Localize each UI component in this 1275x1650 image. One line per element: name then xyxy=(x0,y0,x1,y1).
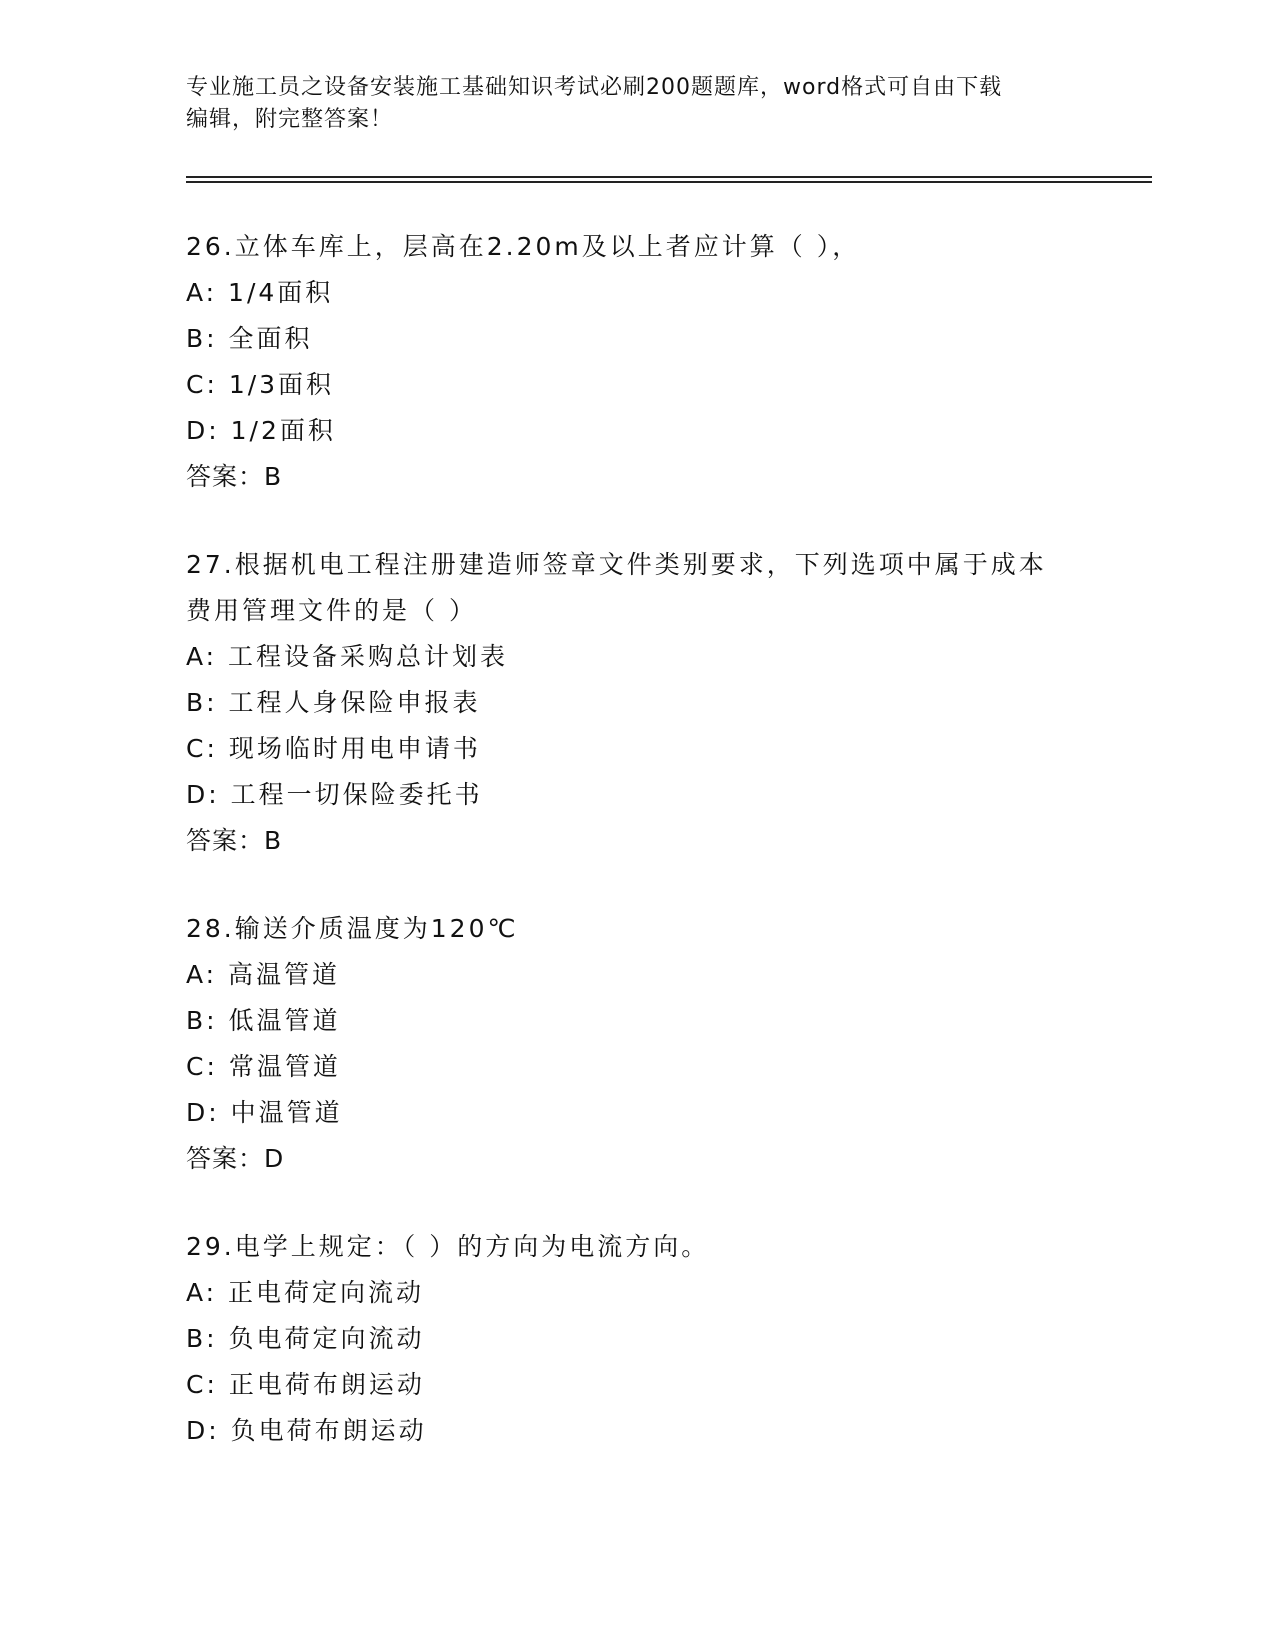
answer: 答案：B xyxy=(186,826,283,855)
option-c: C: 正电荷布朗运动 xyxy=(186,1370,425,1399)
option-c: C: 现场临时用电申请书 xyxy=(186,734,481,763)
option-a: A: 工程设备采购总计划表 xyxy=(186,642,509,671)
option-b: B: 负电荷定向流动 xyxy=(186,1324,425,1353)
option-b: B: 全面积 xyxy=(186,324,313,353)
question-stem-line-2: 费用管理文件的是（ ） xyxy=(186,596,477,625)
option-d: D: 工程一切保险委托书 xyxy=(186,780,483,809)
answer: 答案：D xyxy=(186,1144,285,1173)
question-28 xyxy=(186,906,1086,1182)
option-a: A: 1/4面积 xyxy=(186,278,334,307)
question-26 xyxy=(186,224,1086,500)
header-divider-top xyxy=(186,176,1152,178)
header-divider-bottom xyxy=(186,181,1152,183)
option-a: A: 正电荷定向流动 xyxy=(186,1278,425,1307)
question-stem: 29.电学上规定：（ ）的方向为电流方向。 xyxy=(186,1232,710,1261)
option-b: B: 工程人身保险申报表 xyxy=(186,688,481,717)
question-stem-line-1: 27.根据机电工程注册建造师签章文件类别要求，下列选项中属于成本 xyxy=(186,550,1047,579)
answer: 答案：B xyxy=(186,462,283,491)
option-c: C: 1/3面积 xyxy=(186,370,335,399)
option-b: B: 低温管道 xyxy=(186,1006,341,1035)
header-line-2: 编辑，附完整答案！ xyxy=(186,107,394,132)
question-29 xyxy=(186,1224,1086,1454)
option-a: A: 高温管道 xyxy=(186,960,341,989)
question-stem: 28.输送介质温度为120℃ xyxy=(186,914,519,943)
question-stem: 26.立体车库上，层高在2.20m及以上者应计算（ ）， xyxy=(186,232,861,261)
question-27 xyxy=(186,542,1086,864)
option-d: D: 负电荷布朗运动 xyxy=(186,1416,427,1445)
option-d: D: 中温管道 xyxy=(186,1098,343,1127)
option-c: C: 常温管道 xyxy=(186,1052,341,1081)
option-d: D: 1/2面积 xyxy=(186,416,336,445)
header-line-1: 专业施工员之设备安装施工基础知识考试必刷200题题库，word格式可自由下载 xyxy=(186,75,1003,100)
document-header xyxy=(186,72,1086,136)
